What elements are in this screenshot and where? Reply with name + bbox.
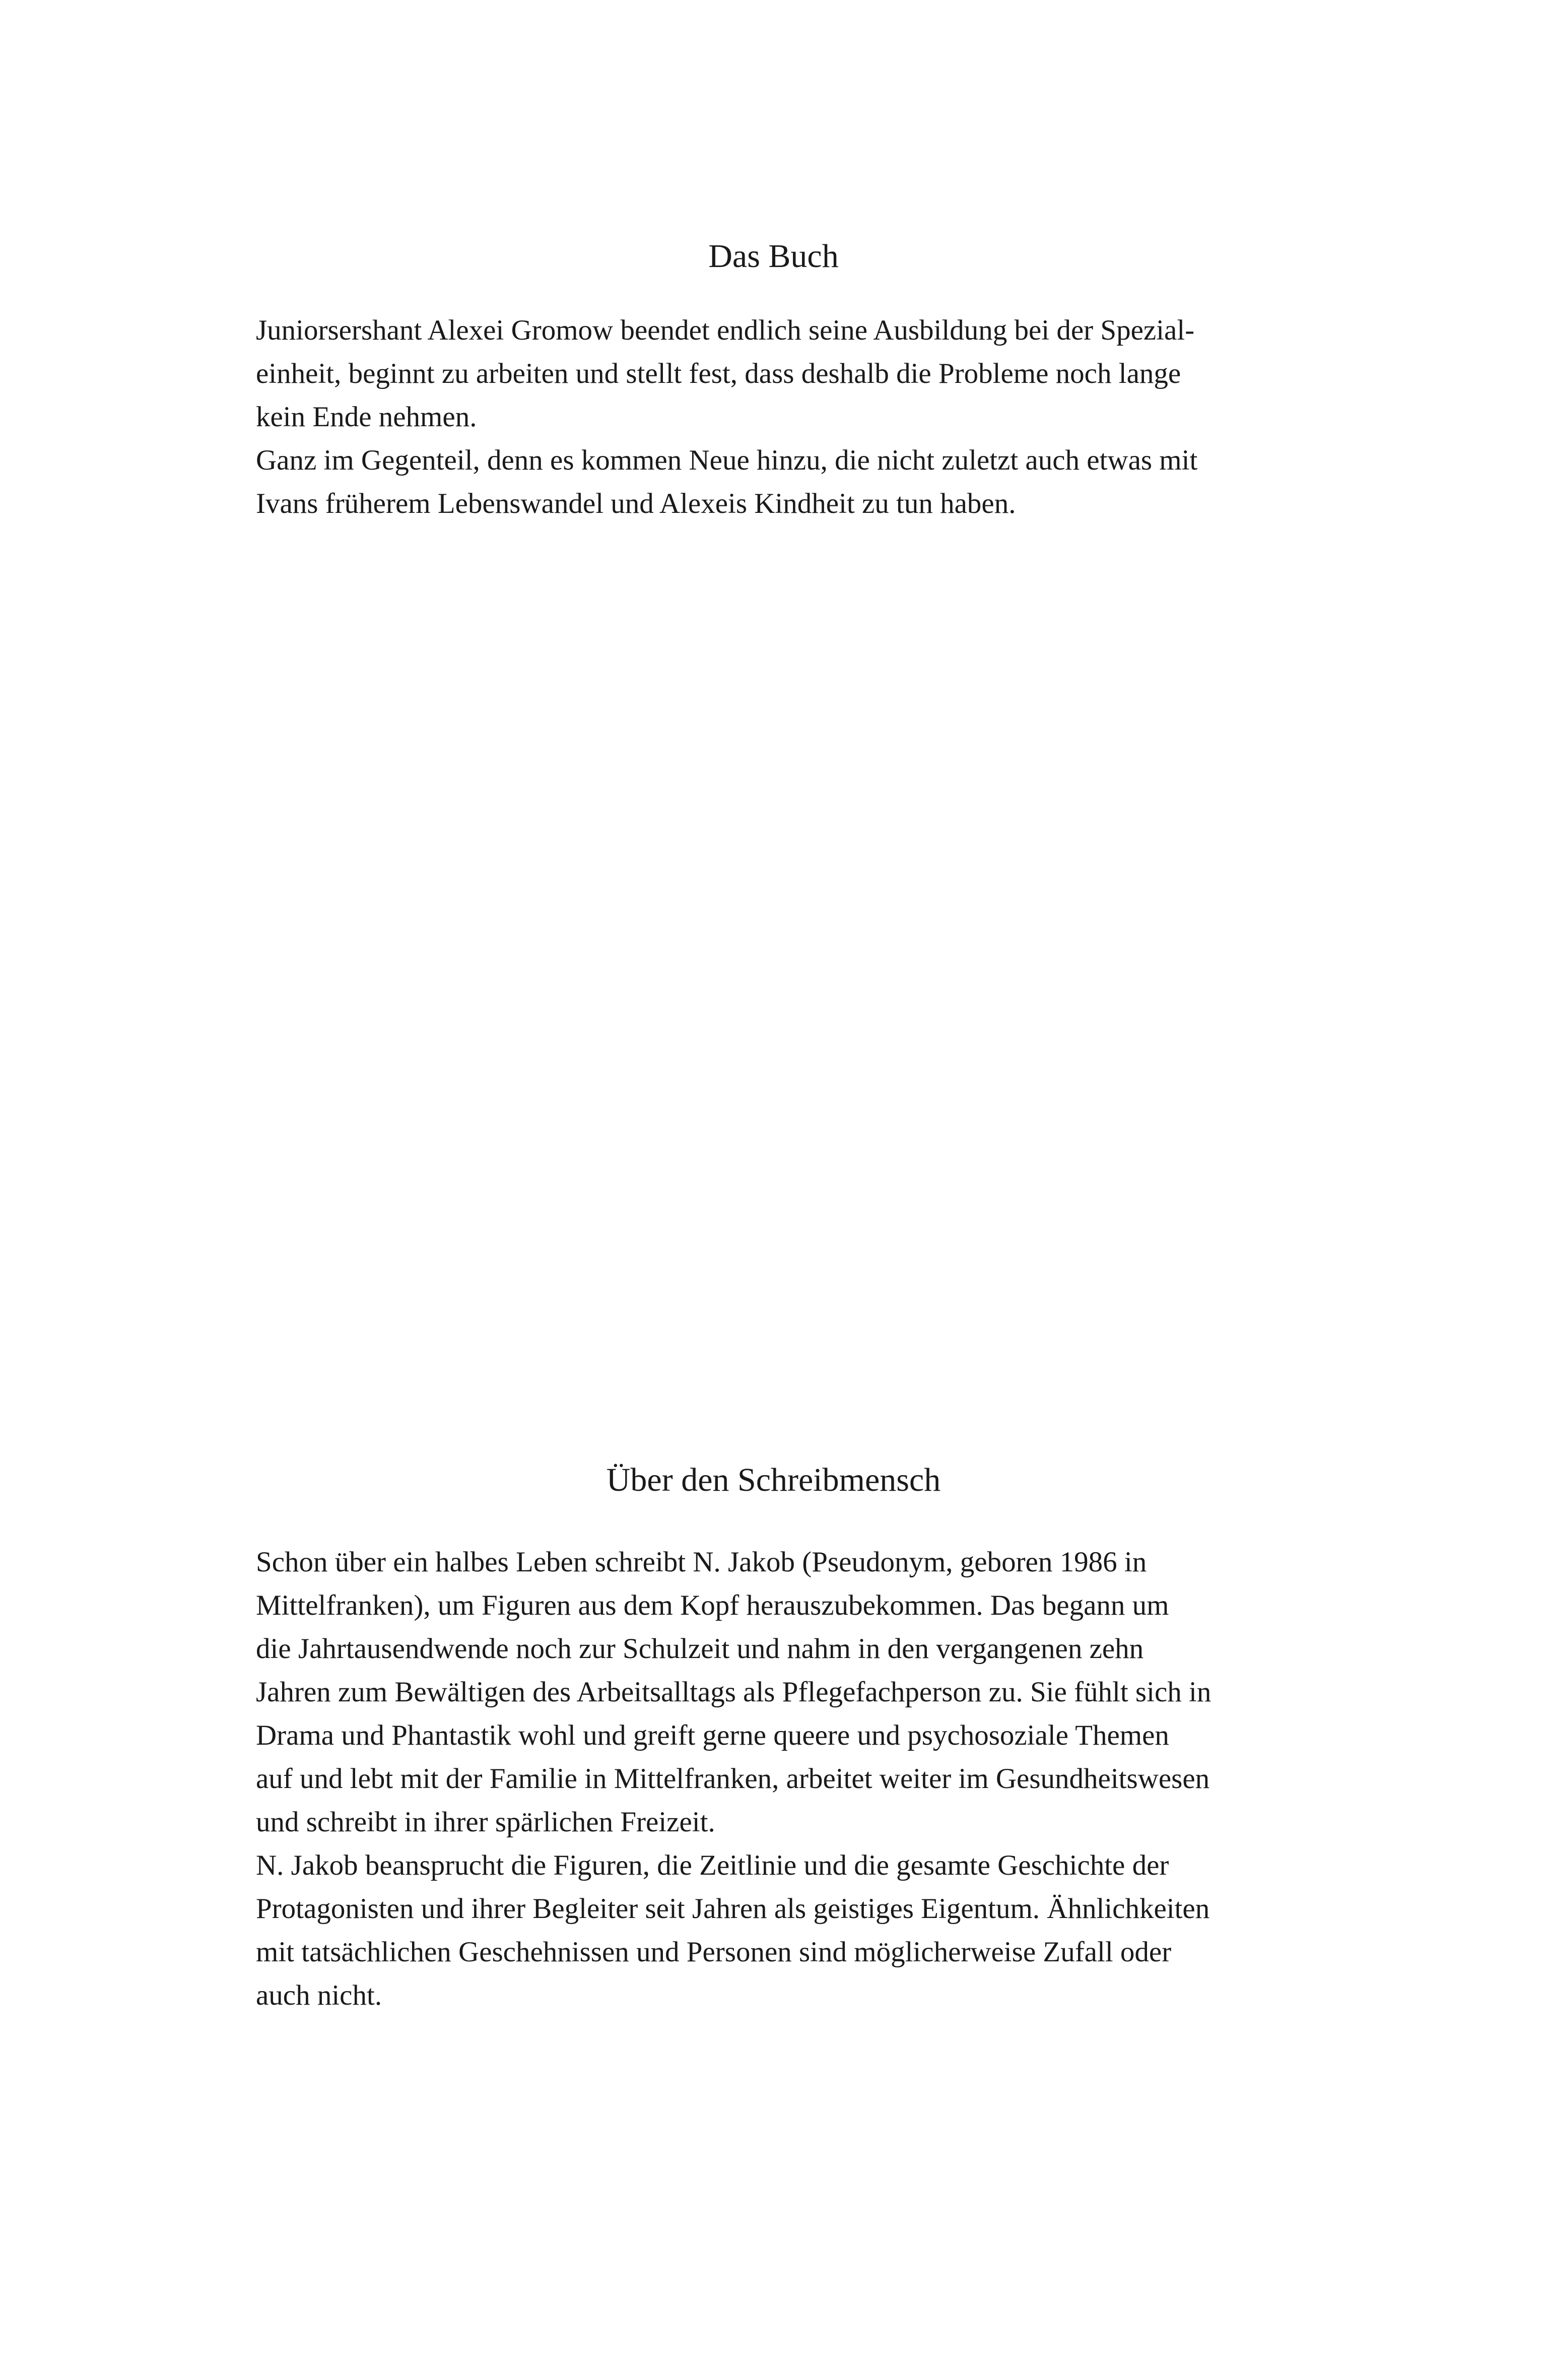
text-line: auf und lebt mit der Familie in Mittelfranken, arbeitet weiter im Gesundheitswesen xyxy=(256,1763,1210,1795)
text-line: Drama und Phantastik wohl und greift gerne queere und psychosoziale Themen xyxy=(256,1720,1169,1751)
text-line: auch nicht. xyxy=(256,1979,382,2011)
text-line: die Jahrtausendwende noch zur Schulzeit und nahm in den vergangenen zehn xyxy=(256,1633,1144,1665)
text-line: Schon über ein halbes Leben schreibt N. Jakob (Pseudonym, geboren 1986 in xyxy=(256,1546,1147,1578)
text-line: Jahren zum Bewältigen des Arbeitsalltags als Pflegefachperson zu. Sie fühlt sich in xyxy=(256,1676,1212,1708)
text-line: kein Ende nehmen. xyxy=(256,401,477,433)
text-line: einheit, beginnt zu arbeiten und stellt fest, dass deshalb die Probleme noch lange xyxy=(256,358,1181,389)
text-line: mit tatsächlichen Geschehnissen und Personen sind möglicherweise Zufall oder xyxy=(256,1936,1172,1968)
book-section-heading: Das Buch xyxy=(708,238,839,275)
book-description xyxy=(256,309,1294,525)
text-line: Mittelfranken), um Figuren aus dem Kopf herauszubekommen. Das begann um xyxy=(256,1590,1169,1621)
text-line: Ivans früherem Lebenswandel und Alexeis Kindheit zu tun haben. xyxy=(256,488,1016,519)
text-line: Juniorsershant Alexei Gromow beendet endlich seine Ausbildung bei der Spezial- xyxy=(256,314,1195,346)
author-description xyxy=(256,1541,1294,2017)
text-line: N. Jakob beansprucht die Figuren, die Zeitlinie und die gesamte Geschichte der xyxy=(256,1849,1169,1881)
text-line: Protagonisten und ihrer Begleiter seit Jahren als geistiges Eigentum. Ähnlichkeiten xyxy=(256,1893,1210,1925)
author-section-heading: Über den Schreibmensch xyxy=(606,1462,941,1498)
text-line: und schreibt in ihrer spärlichen Freizeit. xyxy=(256,1806,715,1838)
text-line: Ganz im Gegenteil, denn es kommen Neue hinzu, die nicht zuletzt auch etwas mit xyxy=(256,444,1198,476)
